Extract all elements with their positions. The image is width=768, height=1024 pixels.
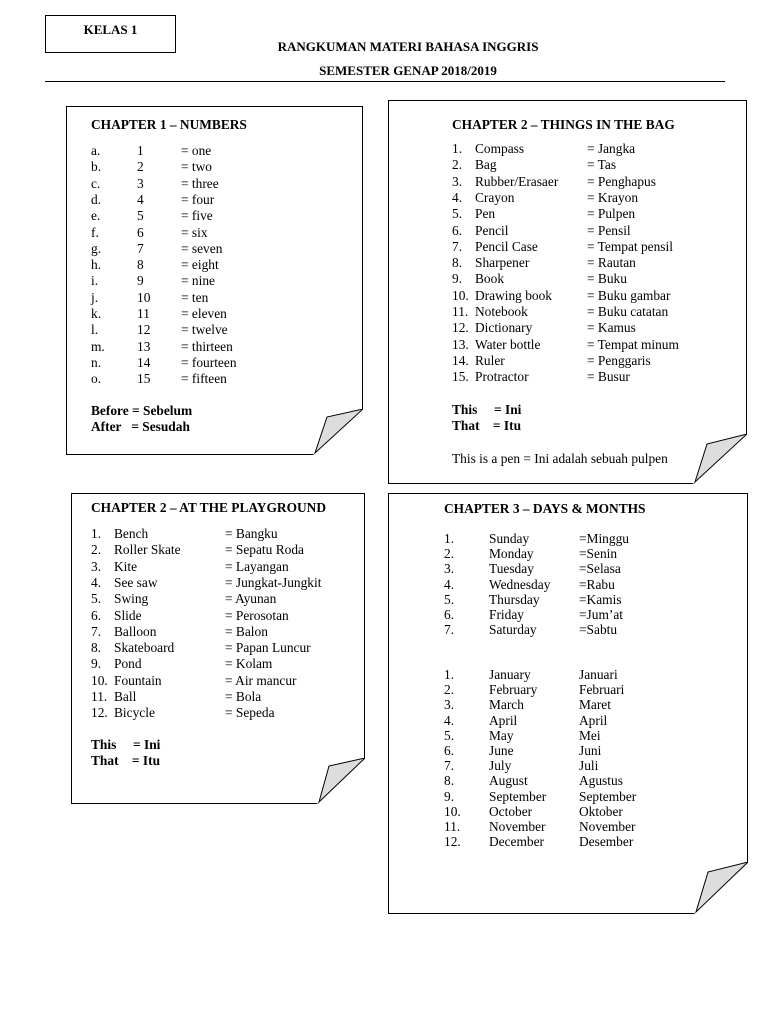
list-item-id: Agustus [579, 773, 623, 789]
list-item-no: 11. [444, 819, 461, 834]
list-item-num: 14 [137, 354, 151, 370]
list-item-letter: d. [91, 191, 102, 207]
list-item-en: Ball [114, 689, 137, 704]
list-item-word: = nine [181, 273, 215, 289]
list-item-word: = four [181, 191, 215, 207]
list-item-id: Maret [579, 697, 611, 713]
note-chapter2-playground [71, 493, 365, 804]
chapter2-playground-title: CHAPTER 2 – AT THE PLAYGROUND [91, 500, 326, 515]
list-item-num: 6 [137, 224, 144, 240]
list-item-no: 9. [444, 788, 455, 804]
list-item-word: = fourteen [181, 354, 237, 370]
list-item-word: = eight [181, 257, 219, 273]
list-item-en: Balloon [114, 623, 157, 639]
list-item-letter: o. [91, 371, 102, 387]
list-item-en: Saturday [489, 622, 537, 638]
list-item-word: = three [181, 175, 219, 191]
list-item-num: 15 [137, 371, 151, 387]
list-item-id: =Selasa [579, 561, 621, 577]
list-item-num: 2 [137, 159, 144, 175]
list-item-word: = thirteen [181, 338, 233, 354]
list-item-word: = fifteen [181, 371, 227, 387]
list-item-en: December [489, 834, 545, 850]
list-item-no: 3. [91, 558, 102, 574]
list-item-num: 8 [137, 257, 144, 273]
list-item-num: 3 [137, 175, 144, 191]
semester-title: SEMESTER GENAP 2018/2019 [319, 63, 497, 78]
list-item-en: Pencil Case [475, 238, 538, 254]
list-item-en: September [489, 788, 547, 804]
list-item-en: Drawing book [475, 287, 552, 303]
list-item-no: 5. [452, 206, 463, 222]
list-item-id: = Bangku [225, 526, 278, 541]
list-item-id: = Bola [225, 689, 262, 704]
list-item-en: Pencil [475, 222, 509, 238]
list-item-no: 12. [452, 320, 469, 336]
document-title: RANGKUMAN MATERI BAHASA INGGRIS [277, 39, 539, 54]
list-item-id: September [579, 788, 637, 804]
list-item-en: Fountain [114, 672, 162, 688]
list-item-no: 4. [91, 574, 102, 590]
list-item-id: =Sabtu [579, 622, 618, 638]
page-curl-icon [313, 409, 363, 455]
list-item-id: = Buku [587, 271, 627, 287]
list-item-en: Tuesday [489, 561, 534, 577]
list-item-no: 10. [91, 672, 108, 688]
list-item-en: Book [475, 271, 505, 287]
list-item-en: January [489, 667, 531, 682]
list-item-id: Desember [579, 834, 634, 850]
list-item-no: 11. [452, 304, 469, 319]
list-item-id: = Penghapus [587, 173, 656, 189]
list-item-id: April [579, 712, 608, 728]
list-item-id: = Buku catatan [587, 304, 669, 319]
this-phrase: This = Ini [91, 737, 161, 752]
list-item-id: = Pensil [587, 222, 631, 238]
list-item-no: 14. [452, 352, 469, 368]
list-item-letter: g. [91, 240, 102, 256]
list-item-no: 10. [452, 287, 469, 303]
list-item-en: Monday [489, 546, 534, 562]
list-item-letter: b. [91, 159, 102, 175]
list-item-en: Skateboard [114, 640, 175, 656]
list-item-id: = Krayon [587, 189, 639, 205]
list-item-letter: j. [91, 289, 99, 305]
list-item-no: 15. [452, 369, 469, 385]
list-item-no: 11. [91, 689, 108, 704]
list-item-id: =Minggu [579, 531, 629, 546]
list-item-num: 1 [137, 143, 144, 158]
list-item-letter: k. [91, 306, 102, 321]
list-item-id: = Sepeda [225, 705, 275, 721]
chapter1-title: CHAPTER 1 – NUMBERS [91, 117, 247, 132]
list-item-en: Friday [489, 607, 524, 622]
list-item-en: June [489, 743, 514, 758]
list-item-id: = Tas [587, 157, 617, 173]
list-item-id: = Tempat pensil [587, 238, 673, 254]
list-item-no: 13. [452, 336, 469, 352]
list-item-word: = twelve [181, 322, 228, 338]
list-item-no: 7. [452, 238, 463, 254]
list-item-en: March [489, 697, 524, 713]
list-item-id: = Jangka [587, 141, 636, 156]
list-item-id: = Balon [225, 623, 268, 639]
list-item-id: = Ayunan [225, 591, 277, 607]
list-item-en: August [489, 773, 528, 789]
list-item-id: =Jum’at [579, 607, 623, 622]
list-item-no: 6. [91, 607, 102, 623]
list-item-en: February [489, 682, 538, 698]
list-item-en: Ruler [475, 352, 505, 368]
list-item-word: = ten [181, 289, 209, 305]
list-item-id: = Jungkat-Jungkit [225, 574, 322, 590]
class-label: KELAS 1 [83, 22, 138, 37]
page-curl-icon [693, 434, 747, 484]
list-item-en: November [489, 819, 546, 834]
chapter2-bag-title: CHAPTER 2 – THINGS IN THE BAG [452, 117, 675, 132]
list-item-no: 8. [452, 255, 463, 271]
list-item-no: 7. [91, 623, 102, 639]
list-item-no: 5. [444, 727, 455, 743]
list-item-id: =Senin [579, 546, 618, 562]
list-item-no: 6. [444, 743, 455, 758]
list-item-num: 12 [137, 322, 151, 338]
list-item-id: = Sepatu Roda [225, 542, 304, 558]
list-item-id: Oktober [579, 803, 623, 819]
list-item-no: 8. [444, 773, 455, 789]
list-item-id: = Pulpen [587, 206, 636, 222]
list-item-num: 9 [137, 273, 144, 289]
list-item-no: 2. [444, 682, 455, 698]
list-item-letter: e. [91, 208, 101, 224]
list-item-id: Februari [579, 682, 625, 698]
list-item-num: 7 [137, 240, 144, 256]
list-item-id: = Buku gambar [587, 287, 671, 303]
list-item-word: = seven [181, 240, 223, 256]
after-phrase: After = Sesudah [91, 419, 190, 434]
list-item-en: Bench [114, 526, 149, 541]
list-item-en: Swing [114, 591, 149, 607]
list-item-num: 5 [137, 208, 144, 224]
list-item-en: April [489, 712, 518, 728]
list-item-no: 2. [91, 542, 102, 558]
page-curl-icon [694, 862, 748, 914]
list-item-id: Mei [579, 727, 601, 743]
list-item-en: Dictionary [475, 320, 533, 336]
list-item-num: 11 [137, 306, 150, 321]
this-phrase: This = Ini [452, 402, 522, 417]
list-item-letter: i. [91, 273, 99, 289]
list-item-en: Bicycle [114, 705, 155, 721]
list-item-no: 7. [444, 622, 455, 638]
chapter3-title: CHAPTER 3 – DAYS & MONTHS [444, 501, 646, 516]
note-chapter1-numbers [66, 106, 363, 455]
list-item-en: Pond [114, 656, 142, 672]
list-item-no: 9. [452, 271, 463, 287]
list-item-no: 7. [444, 758, 455, 774]
list-item-letter: c. [91, 175, 101, 191]
list-item-no: 1. [444, 667, 455, 682]
list-item-id: = Kamus [587, 320, 636, 336]
list-item-letter: n. [91, 354, 102, 370]
list-item-en: Compass [475, 141, 525, 156]
list-item-letter: m. [91, 338, 105, 354]
list-item-en: Sharpener [475, 255, 530, 271]
list-item-en: Notebook [475, 304, 528, 319]
list-item-no: 2. [444, 546, 455, 562]
list-item-no: 5. [91, 591, 102, 607]
before-phrase: Before = Sebelum [91, 403, 193, 418]
list-item-num: 10 [137, 289, 151, 305]
list-item-no: 1. [444, 531, 455, 546]
list-item-word: = two [181, 159, 212, 175]
list-item-no: 3. [444, 561, 455, 577]
list-item-id: Januari [579, 667, 618, 682]
list-item-en: Bag [475, 157, 497, 173]
list-item-en: October [489, 803, 533, 819]
list-item-no: 9. [91, 656, 102, 672]
list-item-no: 6. [444, 607, 455, 622]
list-item-en: Water bottle [475, 336, 541, 352]
list-item-no: 12. [91, 705, 108, 721]
list-item-letter: a. [91, 143, 101, 158]
list-item-en: Wednesday [489, 576, 551, 592]
list-item-en: Slide [114, 607, 142, 623]
list-item-id: = Penggaris [587, 352, 651, 368]
list-item-no: 6. [452, 222, 463, 238]
list-item-no: 4. [452, 189, 463, 205]
list-item-en: Roller Skate [114, 542, 181, 558]
list-item-no: 1. [452, 141, 463, 156]
that-phrase: That = Itu [452, 418, 522, 433]
note-chapter3-days-months [388, 493, 748, 914]
list-item-num: 13 [137, 338, 151, 354]
example-sentence: This is a pen = Ini adalah sebuah pulpen [452, 451, 668, 466]
list-item-id: = Layangan [225, 558, 289, 574]
list-item-en: Protractor [475, 369, 529, 385]
list-item-no: 5. [444, 591, 455, 607]
that-phrase: That = Itu [91, 753, 161, 768]
list-item-letter: h. [91, 257, 102, 273]
list-item-no: 3. [444, 697, 455, 713]
list-item-id: = Perosotan [225, 607, 289, 623]
list-item-id: = Rautan [587, 255, 636, 271]
list-item-en: Kite [114, 558, 138, 574]
list-item-no: 3. [452, 173, 463, 189]
list-item-no: 4. [444, 712, 455, 728]
list-item-en: Thursday [489, 591, 540, 607]
list-item-en: See saw [114, 574, 158, 590]
list-item-no: 4. [444, 576, 455, 592]
list-item-en: Sunday [489, 531, 530, 546]
list-item-en: May [489, 727, 514, 743]
list-item-id: =Kamis [579, 591, 622, 607]
list-item-word: = five [181, 208, 213, 224]
list-item-no: 1. [91, 526, 102, 541]
list-item-id: =Rabu [579, 576, 615, 592]
page-curl-icon [317, 758, 365, 804]
list-item-en: July [489, 758, 512, 774]
list-item-word: = six [181, 224, 208, 240]
list-item-no: 2. [452, 157, 463, 173]
list-item-en: Pen [475, 206, 496, 222]
list-item-word: = eleven [181, 306, 227, 321]
list-item-num: 4 [137, 191, 144, 207]
list-item-no: 8. [91, 640, 102, 656]
list-item-letter: l. [91, 322, 99, 338]
list-item-letter: f. [91, 224, 99, 240]
list-item-id: = Papan Luncur [225, 640, 311, 656]
list-item-id: = Tempat minum [587, 336, 679, 352]
list-item-id: = Air mancur [225, 672, 297, 688]
note-chapter2-bag [388, 100, 747, 484]
list-item-word: = one [181, 143, 212, 158]
list-item-en: Crayon [475, 189, 515, 205]
list-item-id: November [579, 819, 636, 834]
list-item-id: Juni [579, 743, 602, 758]
list-item-id: Juli [579, 758, 599, 774]
list-item-id: = Busur [587, 369, 630, 385]
list-item-no: 10. [444, 803, 461, 819]
list-item-no: 12. [444, 834, 461, 850]
header-divider [45, 81, 725, 82]
list-item-en: Rubber/Erasaer [475, 173, 559, 189]
list-item-id: = Kolam [225, 656, 273, 672]
